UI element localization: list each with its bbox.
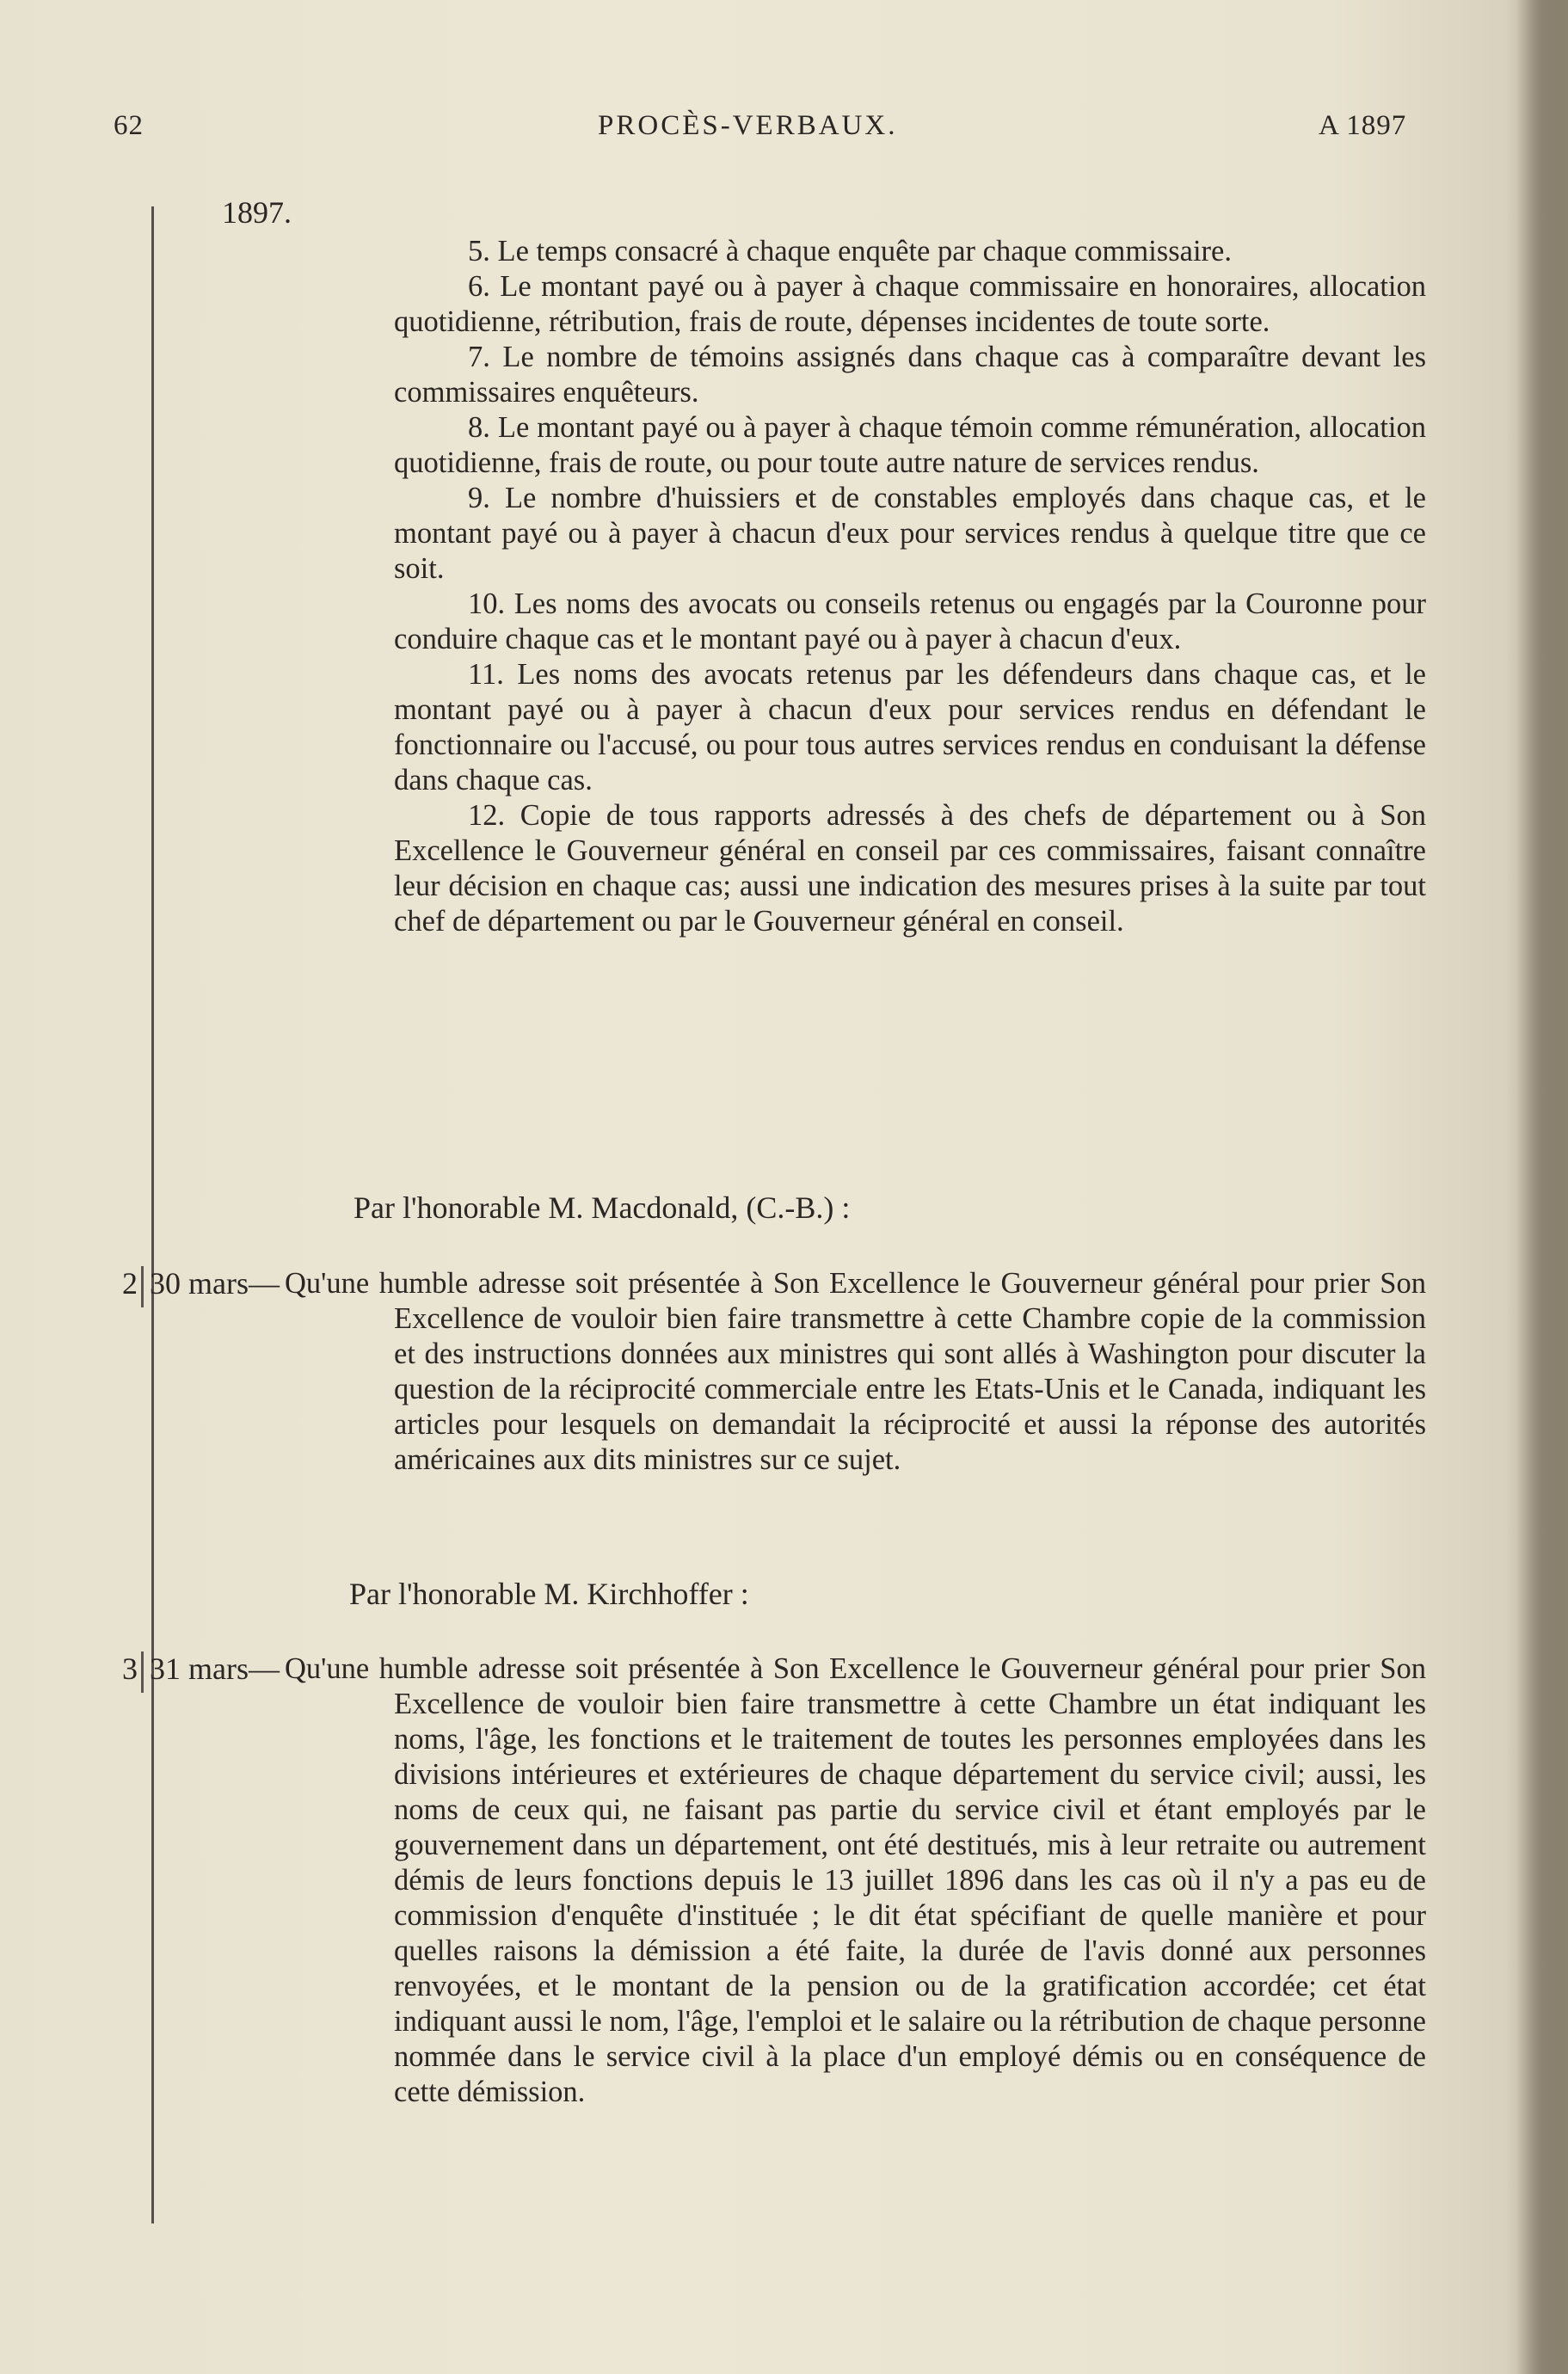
page-title: PROCÈS-VERBAUX.: [598, 110, 898, 141]
list-item: 5. Le temps consacré à chaque enquête par chaque commissaire.: [468, 235, 1232, 268]
motion-heading: Par l'honorable M. Macdonald, (C.-B.) :: [354, 1190, 851, 1225]
motion-heading: Par l'honorable M. Kirchhoffer :: [349, 1577, 749, 1611]
motion-text: Qu'une humble adresse soit présentée à Son Excellence le Gouverneur général pour prier Son Excellence de vouloir bien faire transmettre à cette Chambre un état indiquant les noms, l'âge, les fonctions et le traitement de toutes les personnes employées dans les divisions intérieures et extérieures de chaque département du service civil; aussi, les noms de ceux qui, ne faisant pas partie du service civil et étant employés par le gouvernement dans un département, ont été destitués, mis à leur retraite ou autrement démis de leurs fonctions depuis le 13 juillet 1896 dans les cas où il n'y a pas eu de commission d'enquête d'instituée ; le dit état spécifiant de quelle manière et pour quelles raisons la démission a été faite, la durée de l'avis donné aux personnes renvoyées, et le montant de la pension ou de la gratification accordée; cet état indiquant aussi le nom, l'âge, l'emploi et le salaire ou la rétribution de chaque personne nommée dans le service civil à la place d'un employé démis ou en conséquence de cette démission.: [285, 1652, 1426, 2108]
motion-date: 30 mars—: [150, 1266, 280, 1301]
list-item: 7. Le nombre de témoins assignés dans chaque cas à comparaître devant les commissaires enquêteurs.: [394, 341, 1426, 409]
list-item: 10. Les noms des avocats ou conseils retenus ou engagés par la Couronne pour conduire chaque cas et le montant payé ou à payer à chacun d'eux.: [394, 587, 1426, 655]
motion-text: Qu'une humble adresse soit présentée à Son Excellence le Gouverneur général pour prier Son Excellence de vouloir bien faire transmettre à cette Chambre copie de la commission et des instructions données aux ministres qui sont allés à Washington pour discuter la question de la réciprocité commerciale entre les Etats-Unis et le Canada, indiquant les articles pour lesquels on demandait la réciprocité et aussi la réponse des autorités américaines aux dits ministres sur ce sujet.: [285, 1267, 1426, 1476]
motion-text-block: [285, 1651, 1426, 2110]
enumerated-list: [394, 234, 1426, 939]
motion-text-block: [285, 1266, 1426, 1478]
margin-rule: [151, 206, 154, 2223]
motion-number: 3: [122, 1651, 138, 1686]
margin-year: 1897.: [222, 195, 292, 230]
list-item: 9. Le nombre d'huissiers et de constables employés dans chaque cas, et le montant payé ou à payer à chacun d'eux pour services rendus à quelque titre que ce soit.: [394, 482, 1426, 585]
list-item: 11. Les noms des avocats retenus par les défendeurs dans chaque cas, et le montant payé ou à payer à chacun d'eux pour services rendus en défendant le fonctionnaire ou l'accusé, ou pour tous autres services rendus en conduisant la défense dans chaque cas.: [394, 658, 1426, 796]
number-divider: [141, 1651, 144, 1693]
page-header: [0, 110, 1568, 153]
header-year: A 1897: [1319, 110, 1407, 141]
list-item: 6. Le montant payé ou à payer à chaque commissaire en honoraires, allocation quotidienne, rétribution, frais de route, dépenses incidentes de toute sorte.: [394, 270, 1426, 338]
page-number: 62: [114, 110, 144, 141]
list-item: 8. Le montant payé ou à payer à chaque témoin comme rémunération, allocation quotidienne, frais de route, ou pour toute autre nature de services rendus.: [394, 411, 1426, 479]
book-spine-shadow: [1516, 0, 1568, 2374]
number-divider: [141, 1266, 144, 1307]
motion-number: 2: [122, 1266, 138, 1301]
motion-date: 31 mars—: [150, 1651, 280, 1686]
list-item: 12. Copie de tous rapports adressés à des chefs de département ou à Son Excellence le Gouverneur général en conseil par ces commissaires, faisant connaître leur décision en chaque cas; aussi une indication des mesures prises à la suite par tout chef de département ou par le Gouverneur général en conseil.: [394, 799, 1426, 938]
